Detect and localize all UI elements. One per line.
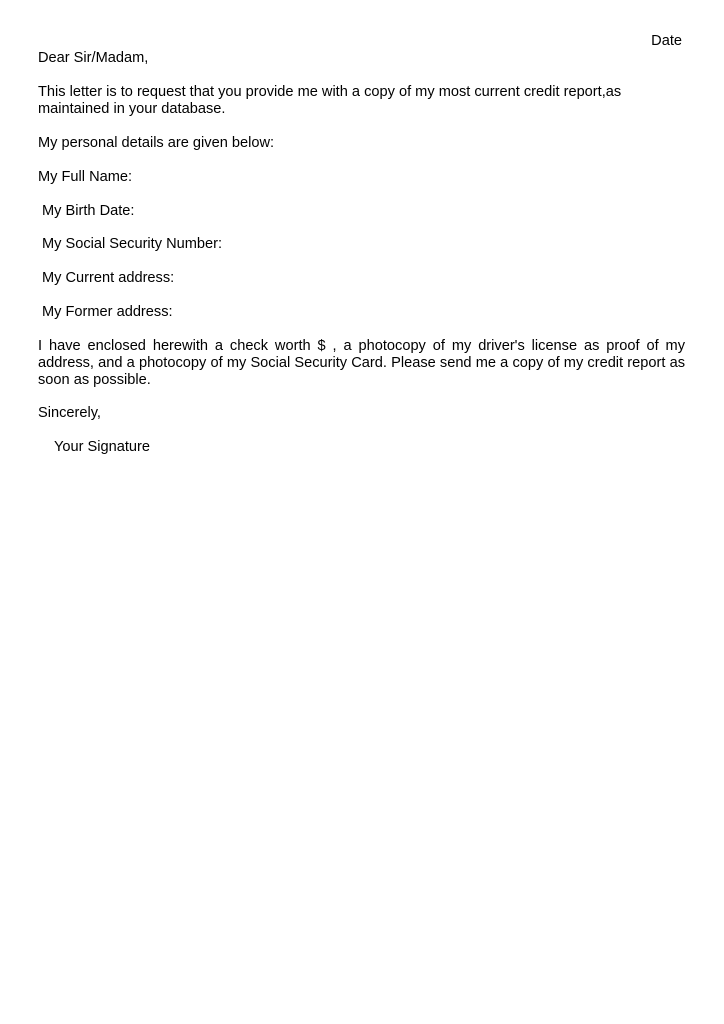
signature: Your Signature <box>54 439 151 455</box>
details-intro: My personal details are given below: <box>38 135 275 151</box>
ssn-label: My Social Security Number: <box>42 236 223 252</box>
enclosure-line-3: soon as possible. <box>38 372 151 388</box>
full-name-label: My Full Name: <box>38 169 133 185</box>
enclosure-paragraph <box>38 338 685 389</box>
closing: Sincerely, <box>38 405 101 421</box>
intro-line-1: This letter is to request that you provide me with a copy of my most current credit report,as <box>38 84 622 100</box>
birth-date-label: My Birth Date: <box>42 203 135 219</box>
enclosure-line-2: address, and a photocopy of my Social Security Card. Please send me a copy of my credit report as <box>38 355 685 371</box>
salutation: Dear Sir/Madam, <box>38 50 149 66</box>
current-address-label: My Current address: <box>42 270 175 286</box>
former-address-label: My Former address: <box>42 304 173 320</box>
enclosure-line-1: I have enclosed herewith a check worth $ , a photocopy of my driver's license as proof of my <box>38 338 685 354</box>
intro-paragraph <box>38 84 685 118</box>
date-field: Date <box>651 33 682 49</box>
intro-line-2: maintained in your database. <box>38 101 226 117</box>
